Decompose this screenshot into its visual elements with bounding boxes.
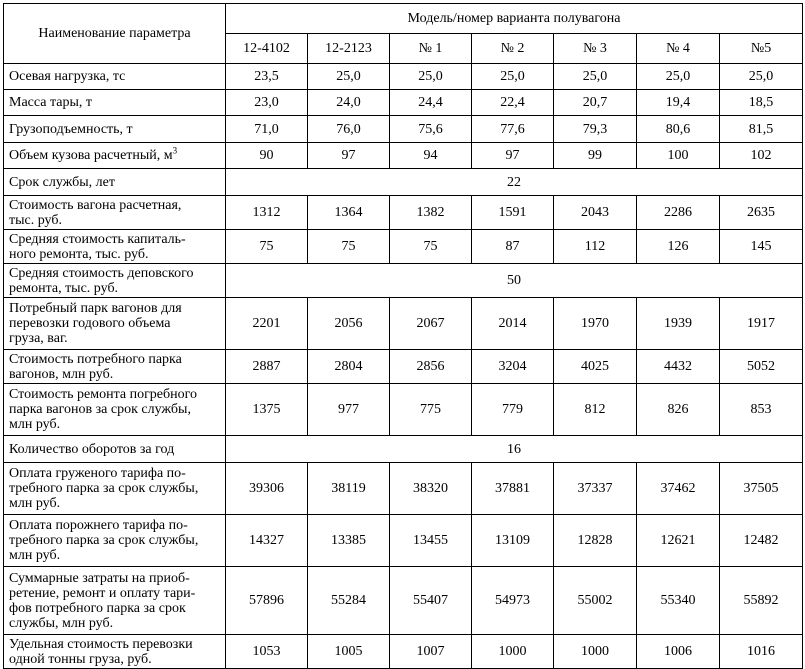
param-name-line: службы, млн руб. xyxy=(9,615,114,631)
value-cell: 13455 xyxy=(390,515,472,567)
table-body xyxy=(4,64,803,669)
value-cell: 54973 xyxy=(472,567,554,635)
value-cell: 25,0 xyxy=(720,64,803,90)
param-name-cell xyxy=(4,463,226,515)
value-cell: 57896 xyxy=(226,567,308,635)
table-row xyxy=(4,567,803,635)
value-cell: 25,0 xyxy=(390,64,472,90)
value-cell: 37337 xyxy=(554,463,637,515)
value-cell: 145 xyxy=(720,230,803,264)
param-name-line: ретение, ремонт и оплату тари- xyxy=(9,585,196,601)
param-name-cell xyxy=(4,635,226,669)
value-cell: 75 xyxy=(390,230,472,264)
column-header: 12-4102 xyxy=(226,34,308,64)
value-cell: 79,3 xyxy=(554,116,637,143)
value-cell: 775 xyxy=(390,384,472,436)
param-name-line: одной тонны груза, руб. xyxy=(9,651,152,667)
param-name-line: Суммарные затраты на приоб- xyxy=(9,570,190,586)
value-cell: 55002 xyxy=(554,567,637,635)
unit-superscript: 3 xyxy=(172,145,178,156)
table-row xyxy=(4,169,803,196)
param-name-cell xyxy=(4,169,226,196)
param-name-cell xyxy=(4,196,226,230)
value-cell: 112 xyxy=(554,230,637,264)
value-cell: 2887 xyxy=(226,350,308,384)
value-cell: 4432 xyxy=(637,350,720,384)
table-row xyxy=(4,463,803,515)
value-cell: 81,5 xyxy=(720,116,803,143)
value-cell: 1917 xyxy=(720,298,803,350)
value-cell: 5052 xyxy=(720,350,803,384)
table-row xyxy=(4,298,803,350)
param-name-cell xyxy=(4,143,226,169)
value-cell: 1591 xyxy=(472,196,554,230)
value-cell: 75,6 xyxy=(390,116,472,143)
value-cell: 12621 xyxy=(637,515,720,567)
column-header: № 1 xyxy=(390,34,472,64)
param-header: Наименование параметра xyxy=(4,4,226,64)
param-name-line: требного парка за срок службы, xyxy=(9,533,199,548)
param-name-line: Средняя стоимость деповского xyxy=(9,265,194,281)
value-cell: 24,0 xyxy=(308,90,390,116)
column-header: №5 xyxy=(720,34,803,64)
column-header: 12-2123 xyxy=(308,34,390,64)
param-name-line: Потребный парк вагонов для xyxy=(9,301,182,316)
table-row xyxy=(4,384,803,436)
value-cell: 2804 xyxy=(308,350,390,384)
value-cell: 55284 xyxy=(308,567,390,635)
value-cell: 22,4 xyxy=(472,90,554,116)
value-cell: 1375 xyxy=(226,384,308,436)
value-cell: 23,5 xyxy=(226,64,308,90)
table-row xyxy=(4,196,803,230)
param-name-line: млн руб. xyxy=(9,417,61,432)
param-name-line: Средняя стоимость капиталь- xyxy=(9,231,186,247)
column-header: № 4 xyxy=(637,34,720,64)
value-cell: 2014 xyxy=(472,298,554,350)
value-cell: 812 xyxy=(554,384,637,436)
table-row xyxy=(4,436,803,463)
param-name-line: Стоимость ремонта погребного xyxy=(9,387,198,402)
value-cell: 2286 xyxy=(637,196,720,230)
value-cell: 90 xyxy=(226,143,308,169)
table-row xyxy=(4,635,803,669)
value-cell: 14327 xyxy=(226,515,308,567)
value-cell: 1939 xyxy=(637,298,720,350)
param-name-line: Объем кузова расчетный, м xyxy=(9,148,173,163)
param-name-line: Грузоподъемность, т xyxy=(9,121,133,137)
value-cell: 99 xyxy=(554,143,637,169)
value-cell: 18,5 xyxy=(720,90,803,116)
value-cell: 977 xyxy=(308,384,390,436)
table-row xyxy=(4,90,803,116)
value-cell: 38119 xyxy=(308,463,390,515)
value-cell: 4025 xyxy=(554,350,637,384)
model-group-header: Модель/номер варианта полувагона xyxy=(226,4,803,34)
value-cell: 1007 xyxy=(390,635,472,669)
table-row xyxy=(4,143,803,169)
param-name-line: млн руб. xyxy=(9,548,61,563)
value-cell: 2201 xyxy=(226,298,308,350)
value-cell: 24,4 xyxy=(390,90,472,116)
table-row xyxy=(4,350,803,384)
param-name-line: Стоимость вагона расчетная, xyxy=(9,197,182,213)
value-cell: 1000 xyxy=(554,635,637,669)
param-name-line: Срок службы, лет xyxy=(9,174,115,190)
value-cell: 853 xyxy=(720,384,803,436)
table-row xyxy=(4,230,803,264)
param-name-line: ного ремонта, тыс. руб. xyxy=(9,246,149,262)
value-cell: 25,0 xyxy=(472,64,554,90)
param-name-cell xyxy=(4,230,226,264)
value-cell: 75 xyxy=(308,230,390,264)
column-header: № 2 xyxy=(472,34,554,64)
param-name-line: Масса тары, т xyxy=(9,95,93,110)
value-cell: 55407 xyxy=(390,567,472,635)
value-cell: 1382 xyxy=(390,196,472,230)
param-name-line: парка вагонов за срок службы, xyxy=(9,402,191,417)
param-name-cell xyxy=(4,116,226,143)
value-cell: 100 xyxy=(637,143,720,169)
param-name-line: Оплата груженого тарифа по- xyxy=(9,466,186,481)
value-cell: 1312 xyxy=(226,196,308,230)
value-cell: 13385 xyxy=(308,515,390,567)
value-cell: 71,0 xyxy=(226,116,308,143)
merged-value-cell: 50 xyxy=(226,264,803,298)
value-cell: 39306 xyxy=(226,463,308,515)
merged-value-cell: 22 xyxy=(226,169,803,196)
value-cell: 25,0 xyxy=(637,64,720,90)
value-cell: 1005 xyxy=(308,635,390,669)
value-cell: 94 xyxy=(390,143,472,169)
value-cell: 80,6 xyxy=(637,116,720,143)
value-cell: 19,4 xyxy=(637,90,720,116)
value-cell: 2856 xyxy=(390,350,472,384)
table-row xyxy=(4,64,803,90)
value-cell: 75 xyxy=(226,230,308,264)
param-name-cell xyxy=(4,64,226,90)
value-cell: 826 xyxy=(637,384,720,436)
value-cell: 37462 xyxy=(637,463,720,515)
value-cell: 37505 xyxy=(720,463,803,515)
param-name-cell xyxy=(4,298,226,350)
value-cell: 76,0 xyxy=(308,116,390,143)
value-cell: 55892 xyxy=(720,567,803,635)
value-cell: 97 xyxy=(472,143,554,169)
param-name-line: ремонта, тыс. руб. xyxy=(9,280,119,296)
param-name-cell xyxy=(4,384,226,436)
param-name-line: перевозки годового объема xyxy=(9,316,171,331)
param-name-line: Количество оборотов за год xyxy=(9,441,175,457)
value-cell: 2067 xyxy=(390,298,472,350)
value-cell: 25,0 xyxy=(554,64,637,90)
table-header xyxy=(4,4,803,64)
value-cell: 1364 xyxy=(308,196,390,230)
value-cell: 97 xyxy=(308,143,390,169)
param-name-line: фов потребного парка за срок xyxy=(9,600,186,616)
param-name-line: Удельная стоимость перевозки xyxy=(9,636,193,652)
value-cell: 1970 xyxy=(554,298,637,350)
param-name-line: вагонов, млн руб. xyxy=(9,366,114,382)
value-cell: 23,0 xyxy=(226,90,308,116)
table-container xyxy=(3,3,803,669)
param-name-line: требного парка за срок службы, xyxy=(9,481,199,496)
value-cell: 55340 xyxy=(637,567,720,635)
value-cell: 126 xyxy=(637,230,720,264)
param-name-cell xyxy=(4,350,226,384)
wagon-comparison-table xyxy=(3,3,803,669)
value-cell: 87 xyxy=(472,230,554,264)
value-cell: 38320 xyxy=(390,463,472,515)
value-cell: 20,7 xyxy=(554,90,637,116)
value-cell: 1053 xyxy=(226,635,308,669)
table-row xyxy=(4,515,803,567)
param-name-cell xyxy=(4,264,226,298)
value-cell: 1000 xyxy=(472,635,554,669)
param-name-cell xyxy=(4,567,226,635)
value-cell: 25,0 xyxy=(308,64,390,90)
value-cell: 37881 xyxy=(472,463,554,515)
value-cell: 13109 xyxy=(472,515,554,567)
value-cell: 2056 xyxy=(308,298,390,350)
param-name-line: Оплата порожнего тарифа по- xyxy=(9,518,188,533)
value-cell: 12828 xyxy=(554,515,637,567)
param-name-line: груза, ваг. xyxy=(9,331,68,346)
value-cell: 3204 xyxy=(472,350,554,384)
value-cell: 2635 xyxy=(720,196,803,230)
value-cell: 102 xyxy=(720,143,803,169)
value-cell: 77,6 xyxy=(472,116,554,143)
merged-value-cell: 16 xyxy=(226,436,803,463)
table-row xyxy=(4,264,803,298)
value-cell: 2043 xyxy=(554,196,637,230)
table-row xyxy=(4,116,803,143)
value-cell: 779 xyxy=(472,384,554,436)
param-name-line: млн руб. xyxy=(9,496,61,511)
value-cell: 1006 xyxy=(637,635,720,669)
column-header: № 3 xyxy=(554,34,637,64)
param-name-line: тыс. руб. xyxy=(9,212,62,228)
param-name-cell xyxy=(4,436,226,463)
value-cell: 1016 xyxy=(720,635,803,669)
param-name-line: Стоимость потребного парка xyxy=(9,351,182,367)
param-name-line: Осевая нагрузка, тс xyxy=(9,69,126,84)
param-name-cell xyxy=(4,90,226,116)
value-cell: 12482 xyxy=(720,515,803,567)
param-name-cell xyxy=(4,515,226,567)
